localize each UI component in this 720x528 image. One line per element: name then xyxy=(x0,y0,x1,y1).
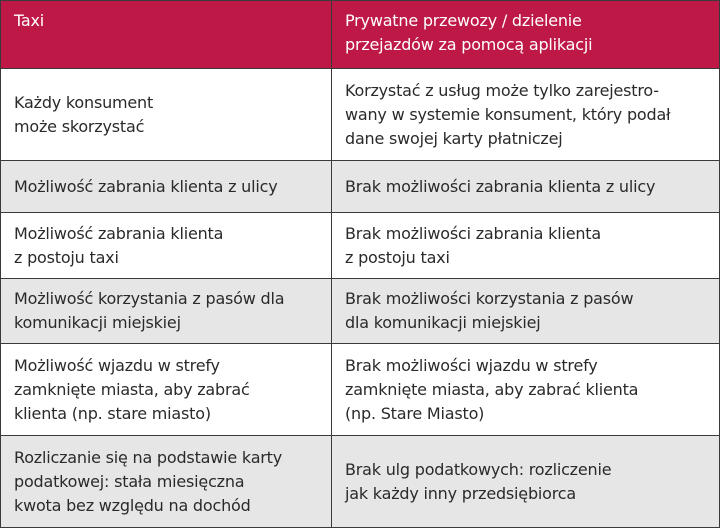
header-taxi xyxy=(1,1,332,69)
cell-taxi xyxy=(1,279,332,344)
table-row xyxy=(1,279,720,344)
header-app-rides xyxy=(332,1,720,69)
cell-line: z postoju taxi xyxy=(345,247,450,267)
table-row xyxy=(1,161,720,213)
cell-line: Brak ulg podatkowych: rozliczenie xyxy=(345,459,612,479)
cell-line: zamknięte miasta, aby zabrać xyxy=(14,379,250,399)
cell-app xyxy=(332,436,720,528)
cell-line: Brak możliwości zabrania klienta z ulicy xyxy=(345,176,656,196)
cell-app xyxy=(332,344,720,436)
table-row xyxy=(1,213,720,279)
cell-line: Brak możliwości zabrania klienta xyxy=(345,223,601,243)
cell-line: Brak możliwości wjazdu w strefy xyxy=(345,355,598,375)
cell-line: dane swojej karty płatniczej xyxy=(345,128,563,148)
cell-line: z postoju taxi xyxy=(14,247,119,267)
table-header-row xyxy=(1,1,720,69)
cell-taxi xyxy=(1,213,332,279)
cell-line: Możliwość zabrania klienta xyxy=(14,223,224,243)
cell-line: podatkowej: stała miesięczna xyxy=(14,471,245,491)
cell-line: Możliwość korzystania z pasów dla xyxy=(14,289,285,308)
cell-line: Każdy konsument xyxy=(14,92,154,112)
cell-app xyxy=(332,279,720,344)
cell-taxi xyxy=(1,344,332,436)
header-text: przejazdów za pomocą aplikacji xyxy=(345,35,593,54)
cell-line: Korzystać z usług może tylko zarejestro- xyxy=(345,80,659,100)
cell-app xyxy=(332,213,720,279)
header-text: Prywatne przewozy / dzielenie xyxy=(345,11,582,30)
cell-app xyxy=(332,69,720,161)
table-row xyxy=(1,69,720,161)
cell-taxi xyxy=(1,161,332,213)
cell-line: klienta (np. stare miasto) xyxy=(14,403,211,423)
cell-line: (np. Stare Miasto) xyxy=(345,403,485,423)
cell-line: może skorzystać xyxy=(14,116,145,136)
cell-line: jak każdy inny przedsiębiorca xyxy=(345,483,576,503)
cell-line: wany w systemie konsument, który podał xyxy=(345,104,671,124)
cell-line: Możliwość zabrania klienta z ulicy xyxy=(14,176,278,196)
cell-taxi xyxy=(1,69,332,161)
cell-line: kwota bez względu na dochód xyxy=(14,495,251,515)
cell-line: Możliwość wjazdu w strefy xyxy=(14,355,220,375)
table-row xyxy=(1,344,720,436)
cell-line: Rozliczanie się na podstawie karty xyxy=(14,447,283,467)
cell-line: Brak możliwości korzystania z pasów xyxy=(345,289,634,308)
cell-line: komunikacji miejskiej xyxy=(14,313,181,332)
table-row xyxy=(1,436,720,528)
cell-line: dla komunikacji miejskiej xyxy=(345,313,541,332)
cell-line: zamknięte miasta, aby zabrać klienta xyxy=(345,379,639,399)
cell-taxi xyxy=(1,436,332,528)
cell-app xyxy=(332,161,720,213)
header-text: Taxi xyxy=(14,11,45,30)
